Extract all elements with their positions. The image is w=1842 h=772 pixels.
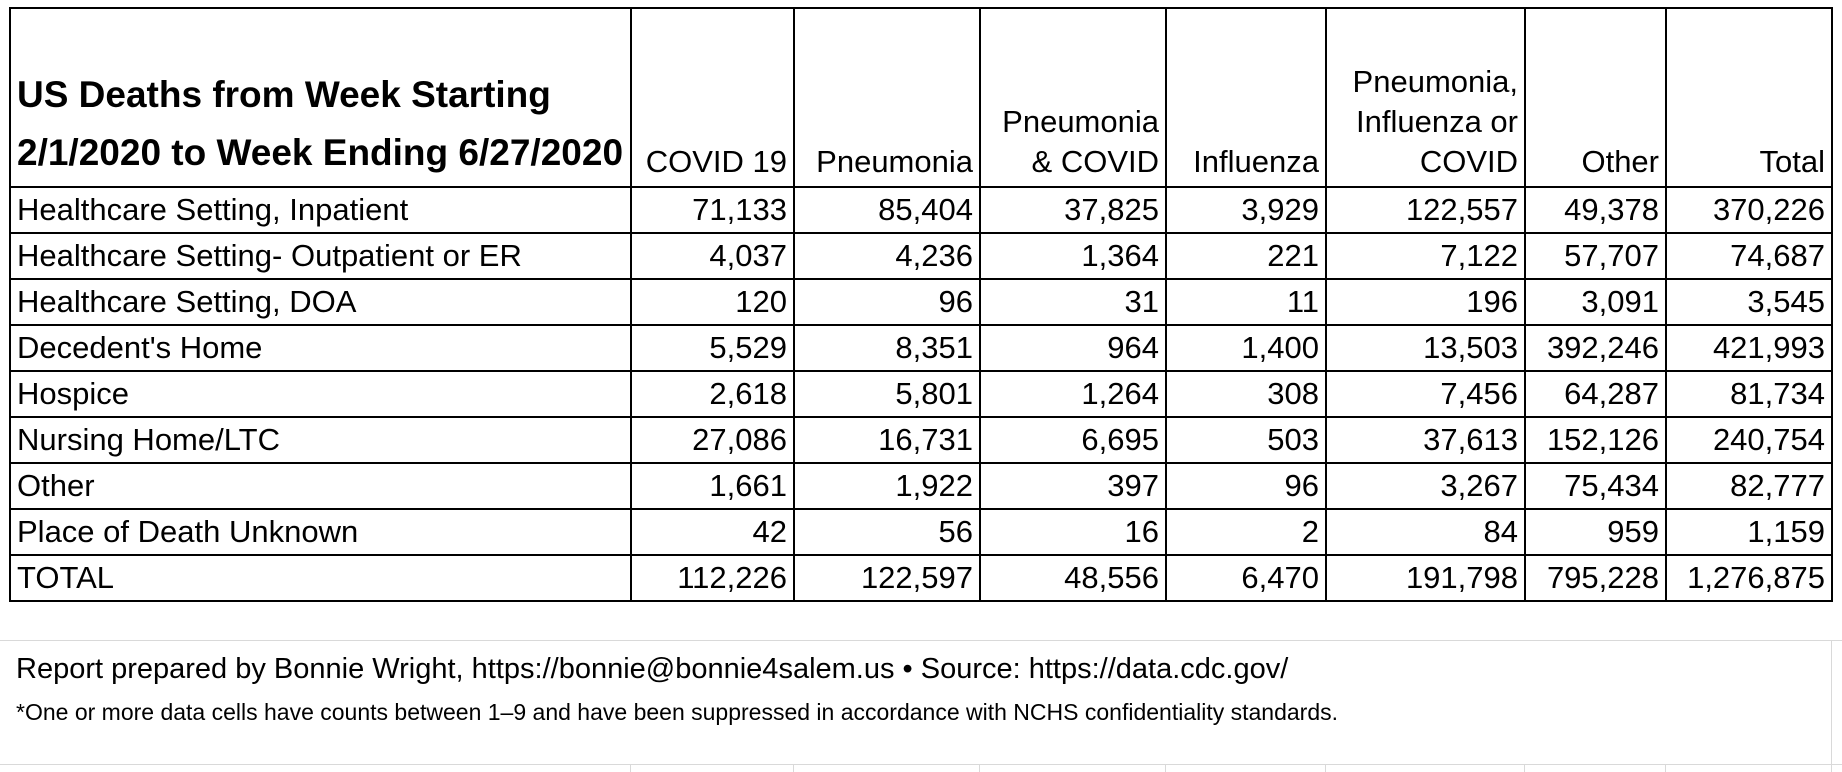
gridline — [1165, 764, 1166, 772]
cell[interactable]: 37,613 — [1326, 417, 1525, 463]
column-header-total[interactable]: Total — [1666, 8, 1832, 187]
cell[interactable]: 85,404 — [794, 187, 980, 233]
cell[interactable]: 8,351 — [794, 325, 980, 371]
column-header-other[interactable]: Other — [1525, 8, 1666, 187]
gridline — [1524, 764, 1525, 772]
cell[interactable]: 6,470 — [1166, 555, 1326, 601]
row-label[interactable]: Place of Death Unknown — [10, 509, 631, 555]
table-row — [10, 325, 1832, 371]
table-row — [10, 509, 1832, 555]
cell[interactable]: 1,364 — [980, 233, 1166, 279]
column-header-pneumonia-influenza-or-covid[interactable]: Pneumonia, Influenza or COVID — [1326, 8, 1525, 187]
cell[interactable]: 4,236 — [794, 233, 980, 279]
column-header-pneumonia[interactable]: Pneumonia — [794, 8, 980, 187]
cell[interactable]: 7,456 — [1326, 371, 1525, 417]
row-label[interactable]: TOTAL — [10, 555, 631, 601]
cell[interactable]: 2,618 — [631, 371, 794, 417]
deaths-table — [9, 7, 1833, 602]
cell[interactable]: 75,434 — [1525, 463, 1666, 509]
cell[interactable]: 5,801 — [794, 371, 980, 417]
table-row — [10, 233, 1832, 279]
cell[interactable]: 4,037 — [631, 233, 794, 279]
cell[interactable]: 71,133 — [631, 187, 794, 233]
cell[interactable]: 84 — [1326, 509, 1525, 555]
gridline — [1831, 640, 1832, 772]
cell[interactable]: 122,597 — [794, 555, 980, 601]
cell[interactable]: 1,264 — [980, 371, 1166, 417]
cell[interactable]: 31 — [980, 279, 1166, 325]
gridline — [630, 764, 631, 772]
cell[interactable]: 96 — [794, 279, 980, 325]
cell[interactable]: 1,276,875 — [1666, 555, 1832, 601]
cell[interactable]: 64,287 — [1525, 371, 1666, 417]
cell[interactable]: 370,226 — [1666, 187, 1832, 233]
header-row — [10, 8, 1832, 187]
cell[interactable]: 392,246 — [1525, 325, 1666, 371]
cell[interactable]: 196 — [1326, 279, 1525, 325]
row-label[interactable]: Other — [10, 463, 631, 509]
row-label[interactable]: Nursing Home/LTC — [10, 417, 631, 463]
column-header-influenza[interactable]: Influenza — [1166, 8, 1326, 187]
cell[interactable]: 49,378 — [1525, 187, 1666, 233]
row-label[interactable]: Healthcare Setting, DOA — [10, 279, 631, 325]
cell[interactable]: 82,777 — [1666, 463, 1832, 509]
cell[interactable]: 112,226 — [631, 555, 794, 601]
cell[interactable]: 1,922 — [794, 463, 980, 509]
cell[interactable]: 1,159 — [1666, 509, 1832, 555]
cell[interactable]: 3,091 — [1525, 279, 1666, 325]
cell[interactable]: 959 — [1525, 509, 1666, 555]
suppression-note-text[interactable]: *One or more data cells have counts between 1–9 and have been suppressed in accordance with NCHS confidentiality standards. — [16, 699, 1339, 725]
cell[interactable]: 191,798 — [1326, 555, 1525, 601]
cell[interactable]: 11 — [1166, 279, 1326, 325]
gridline — [1665, 764, 1666, 772]
cell[interactable]: 1,661 — [631, 463, 794, 509]
cell[interactable]: 308 — [1166, 371, 1326, 417]
cell[interactable]: 5,529 — [631, 325, 794, 371]
cell[interactable]: 3,929 — [1166, 187, 1326, 233]
report-credit-text[interactable]: Report prepared by Bonnie Wright, https://bonnie@bonnie4salem.us • Source: https://data.cdc.gov/ — [16, 653, 1289, 685]
gridline — [1325, 764, 1326, 772]
cell[interactable]: 2 — [1166, 509, 1326, 555]
cell[interactable]: 795,228 — [1525, 555, 1666, 601]
cell[interactable]: 27,086 — [631, 417, 794, 463]
row-label[interactable]: Hospice — [10, 371, 631, 417]
cell[interactable]: 1,400 — [1166, 325, 1326, 371]
column-header-covid19[interactable]: COVID 19 — [631, 8, 794, 187]
row-label[interactable]: Decedent's Home — [10, 325, 631, 371]
gridline — [0, 640, 1842, 641]
column-header-pneumonia-and-covid[interactable]: Pneumonia & COVID — [980, 8, 1166, 187]
cell[interactable]: 74,687 — [1666, 233, 1832, 279]
table-row — [10, 417, 1832, 463]
cell[interactable]: 221 — [1166, 233, 1326, 279]
cell[interactable]: 240,754 — [1666, 417, 1832, 463]
gridline — [979, 764, 980, 772]
cell[interactable]: 42 — [631, 509, 794, 555]
cell[interactable]: 3,267 — [1326, 463, 1525, 509]
cell[interactable]: 56 — [794, 509, 980, 555]
cell[interactable]: 421,993 — [1666, 325, 1832, 371]
table-row — [10, 371, 1832, 417]
cell[interactable]: 48,556 — [980, 555, 1166, 601]
cell[interactable]: 152,126 — [1525, 417, 1666, 463]
cell[interactable]: 16,731 — [794, 417, 980, 463]
cell[interactable]: 6,695 — [980, 417, 1166, 463]
row-label[interactable]: Healthcare Setting, Inpatient — [10, 187, 631, 233]
cell[interactable]: 96 — [1166, 463, 1326, 509]
table-title[interactable]: US Deaths from Week Starting 2/1/2020 to Week Ending 6/27/2020 — [10, 8, 631, 187]
cell[interactable]: 3,545 — [1666, 279, 1832, 325]
cell[interactable]: 7,122 — [1326, 233, 1525, 279]
table-row-total — [10, 555, 1832, 601]
cell[interactable]: 122,557 — [1326, 187, 1525, 233]
cell[interactable]: 120 — [631, 279, 794, 325]
cell[interactable]: 397 — [980, 463, 1166, 509]
cell[interactable]: 503 — [1166, 417, 1326, 463]
row-label[interactable]: Healthcare Setting- Outpatient or ER — [10, 233, 631, 279]
cell[interactable]: 37,825 — [980, 187, 1166, 233]
cell[interactable]: 964 — [980, 325, 1166, 371]
gridline — [0, 764, 1842, 765]
cell[interactable]: 16 — [980, 509, 1166, 555]
cell[interactable]: 81,734 — [1666, 371, 1832, 417]
cell[interactable]: 57,707 — [1525, 233, 1666, 279]
gridline — [793, 764, 794, 772]
cell[interactable]: 13,503 — [1326, 325, 1525, 371]
table-row — [10, 187, 1832, 233]
table-row — [10, 463, 1832, 509]
table-row — [10, 279, 1832, 325]
